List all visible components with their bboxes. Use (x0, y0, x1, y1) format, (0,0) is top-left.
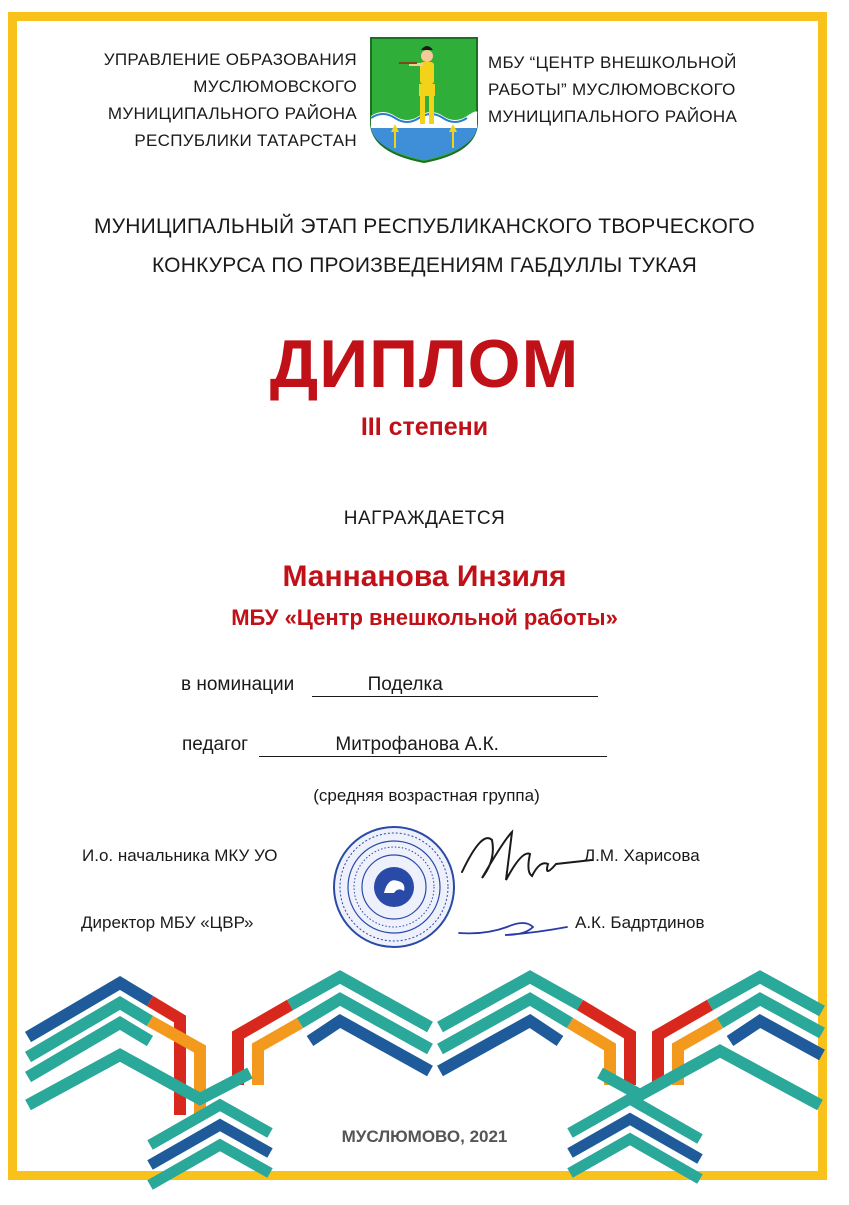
teacher-row (182, 734, 607, 757)
recipient-name: Маннанова Инзиля (282, 560, 567, 593)
signature-1-icon (452, 820, 602, 890)
header-left-line: РЕСПУБЛИКИ ТАТАРСТАН (134, 131, 357, 150)
age-group: (средняя возрастная группа) (313, 786, 540, 805)
municipal-coat-of-arms-icon (369, 36, 479, 164)
diploma-title: ДИПЛОМ (269, 326, 580, 402)
header-left-line: МУСЛЮМОВСКОГО (193, 77, 357, 96)
header-right-org (488, 49, 808, 130)
city-year: МУСЛЮМОВО, 2021 (341, 1127, 508, 1146)
signature-2-icon (455, 905, 575, 945)
header-left-line: УПРАВЛЕНИЕ ОБРАЗОВАНИЯ (103, 50, 357, 69)
round-stamp-icon (332, 825, 456, 949)
header-right-line: МБУ “ЦЕНТР ВНЕШКОЛЬНОЙ (488, 53, 737, 72)
contest-title (20, 207, 829, 285)
contest-title-line: КОНКУРСА ПО ПРОИЗВЕДЕНИЯМ ГАБДУЛЛЫ ТУКАЯ (151, 254, 698, 277)
nomination-row (181, 674, 598, 697)
signatory-2-title: Директор МБУ «ЦВР» (81, 913, 254, 932)
signatory-1-title: И.о. начальника МКУ УО (82, 846, 278, 865)
teacher-label: педагог (182, 734, 249, 755)
header-left-org (30, 46, 357, 154)
header-right-line: МУНИЦИПАЛЬНОГО РАЙОНА (488, 107, 738, 126)
header-left-line: МУНИЦИПАЛЬНОГО РАЙОНА (107, 104, 357, 123)
signatory-2-name: А.К. Бадртдинов (575, 913, 705, 932)
nomination-label: в номинации (181, 674, 295, 695)
nomination-value: Поделка (312, 674, 598, 697)
header-right-line: РАБОТЫ” МУСЛЮМОВСКОГО (488, 80, 736, 99)
awarded-label: НАГРАЖДАЕТСЯ (343, 508, 506, 529)
contest-title-line: МУНИЦИПАЛЬНЫЙ ЭТАП РЕСПУБЛИКАНСКОГО ТВОРЧЕСКОГО (94, 215, 755, 238)
teacher-value: Митрофанова А.К. (259, 734, 607, 757)
signatory-1-name: Л.М. Харисова (584, 846, 700, 865)
recipient-organization: МБУ «Центр внешкольной работы» (231, 605, 618, 630)
ornament-border (0, 965, 849, 1200)
diploma-degree: III степени (360, 413, 489, 441)
